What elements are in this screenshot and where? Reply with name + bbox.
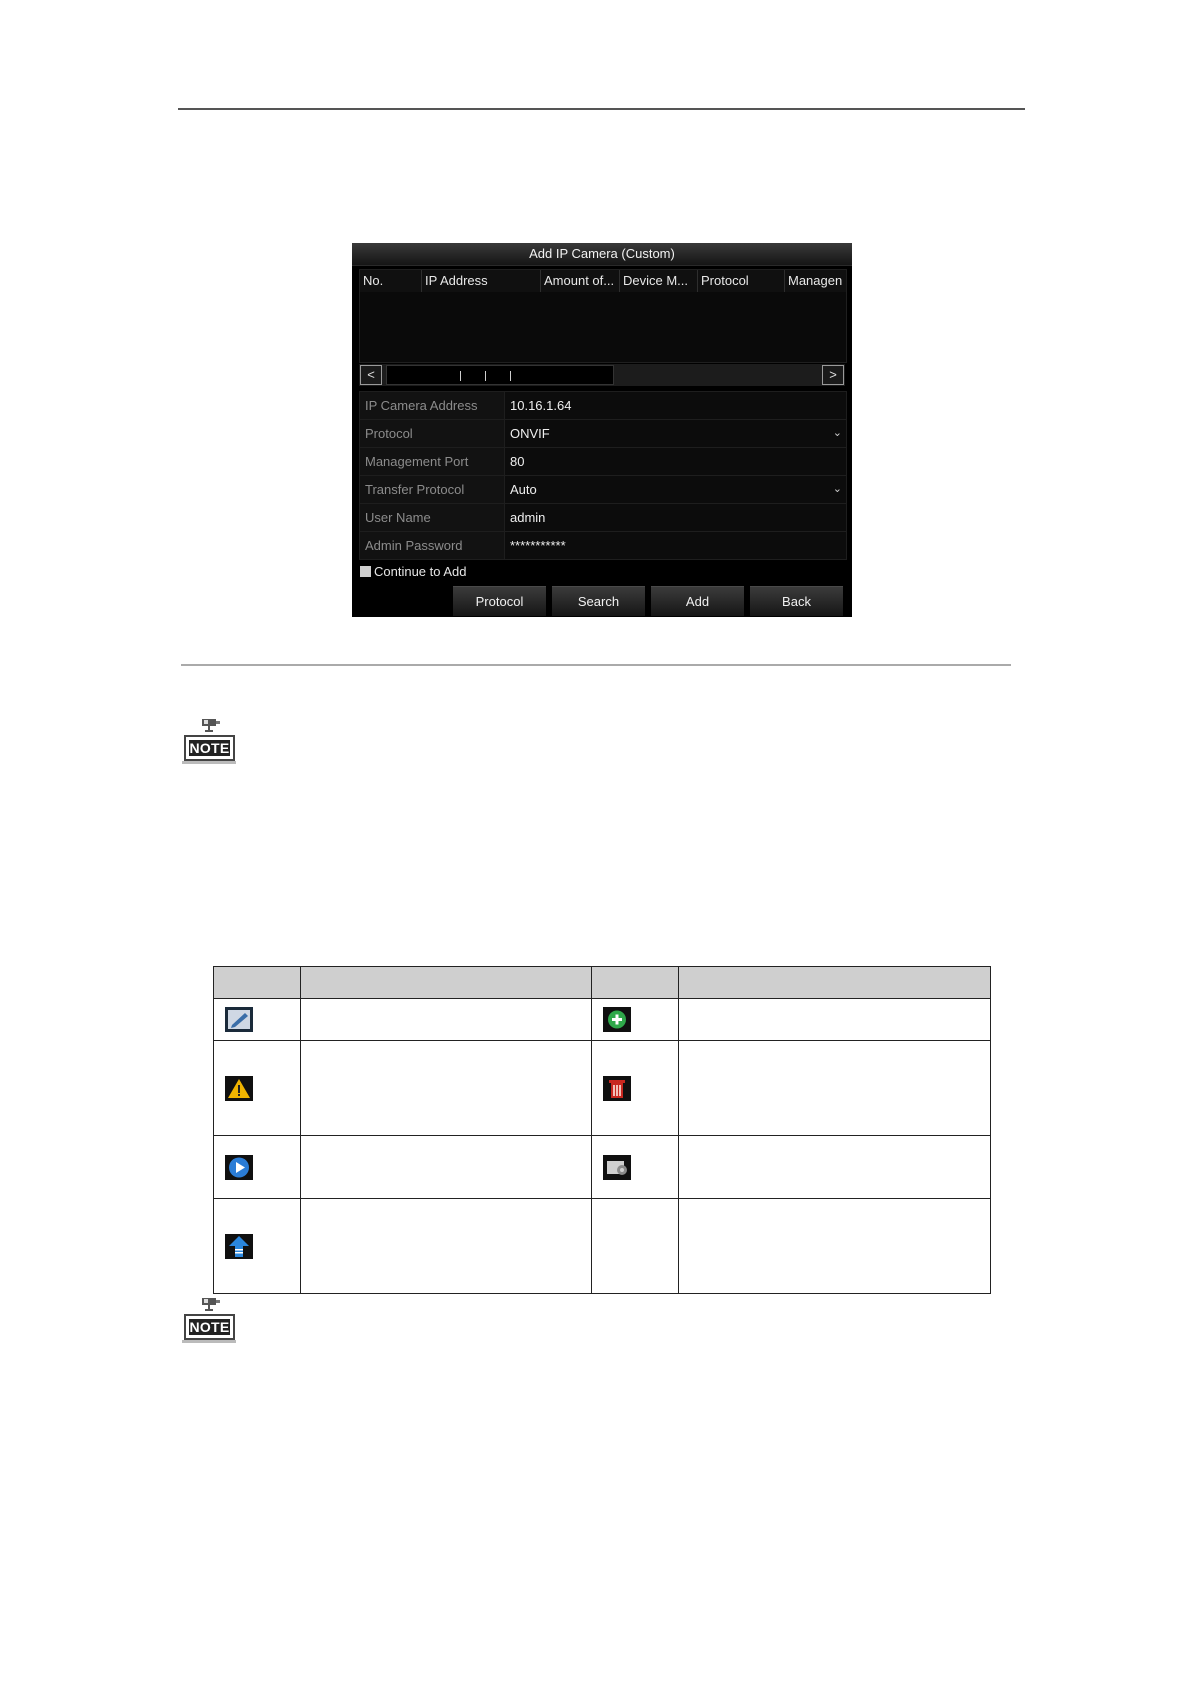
chevron-down-icon: ⌄ <box>832 427 842 439</box>
camera-form <box>359 391 847 560</box>
dialog-buttons <box>453 586 843 616</box>
table-row <box>214 1136 991 1199</box>
continue-to-add-checkbox[interactable] <box>360 564 467 580</box>
protocol-value: ONVIF <box>510 426 550 441</box>
row-user-name <box>360 504 846 532</box>
camera-icon <box>199 718 221 733</box>
warning-icon <box>224 1075 254 1102</box>
row-admin-password <box>360 532 846 559</box>
section-rule <box>181 664 1011 666</box>
row-management-port <box>360 448 846 476</box>
header-rule <box>178 108 1025 110</box>
admin-password-input[interactable]: *********** <box>505 532 846 559</box>
row-ip-camera-address <box>360 392 846 420</box>
add-ip-camera-dialog <box>352 243 852 617</box>
horizontal-scrollbar[interactable] <box>359 364 845 386</box>
protocol-button[interactable]: Protocol <box>453 586 546 616</box>
play-icon <box>224 1154 254 1181</box>
dialog-title: Add IP Camera (Custom) <box>352 243 852 266</box>
upgrade-icon <box>224 1233 254 1260</box>
col-ip-address[interactable]: IP Address <box>422 270 541 292</box>
scroll-right-button[interactable]: > <box>822 365 844 385</box>
ip-camera-address-input[interactable]: 10.16.1.64 <box>505 392 846 419</box>
edit-icon <box>224 1006 254 1033</box>
protocol-select[interactable] <box>505 420 846 447</box>
table-header-row <box>214 967 991 999</box>
back-button[interactable]: Back <box>750 586 843 616</box>
camera-icon <box>199 1297 221 1312</box>
list-header <box>360 270 846 292</box>
chevron-down-icon: ⌄ <box>832 483 842 495</box>
add-icon <box>602 1006 632 1033</box>
scroll-thumb[interactable] <box>386 365 614 385</box>
note-badge <box>182 1297 238 1345</box>
label-user-name: User Name <box>360 504 505 531</box>
label-ip-camera-address: IP Camera Address <box>360 392 505 419</box>
label-admin-password: Admin Password <box>360 532 505 559</box>
label-protocol: Protocol <box>360 420 505 447</box>
scroll-left-button[interactable]: < <box>360 365 382 385</box>
table-row <box>214 1041 991 1136</box>
col-no[interactable]: No. <box>360 270 422 292</box>
note-label: NOTE <box>189 740 230 756</box>
col-protocol[interactable]: Protocol <box>698 270 785 292</box>
continue-to-add-label: Continue to Add <box>374 564 467 579</box>
user-name-input[interactable]: admin <box>505 504 846 531</box>
table-row <box>214 999 991 1041</box>
col-amount[interactable]: Amount of... <box>541 270 620 292</box>
note-label: NOTE <box>189 1319 230 1335</box>
add-button[interactable]: Add <box>651 586 744 616</box>
col-management[interactable]: Managen <box>788 273 843 288</box>
delete-icon <box>602 1075 632 1102</box>
camera-list <box>359 269 847 363</box>
checkbox-box[interactable] <box>360 566 371 577</box>
transfer-protocol-select[interactable] <box>505 476 846 503</box>
transfer-protocol-value: Auto <box>510 482 537 497</box>
note-badge <box>182 718 238 766</box>
label-management-port: Management Port <box>360 448 505 475</box>
management-port-input[interactable]: 80 <box>505 448 846 475</box>
advanced-settings-icon <box>602 1154 632 1181</box>
search-button[interactable]: Search <box>552 586 645 616</box>
icon-description-table <box>213 966 991 1294</box>
col-device-model[interactable]: Device M... <box>620 270 698 292</box>
label-transfer-protocol: Transfer Protocol <box>360 476 505 503</box>
row-transfer-protocol <box>360 476 846 504</box>
table-row <box>214 1199 991 1294</box>
row-protocol <box>360 420 846 448</box>
